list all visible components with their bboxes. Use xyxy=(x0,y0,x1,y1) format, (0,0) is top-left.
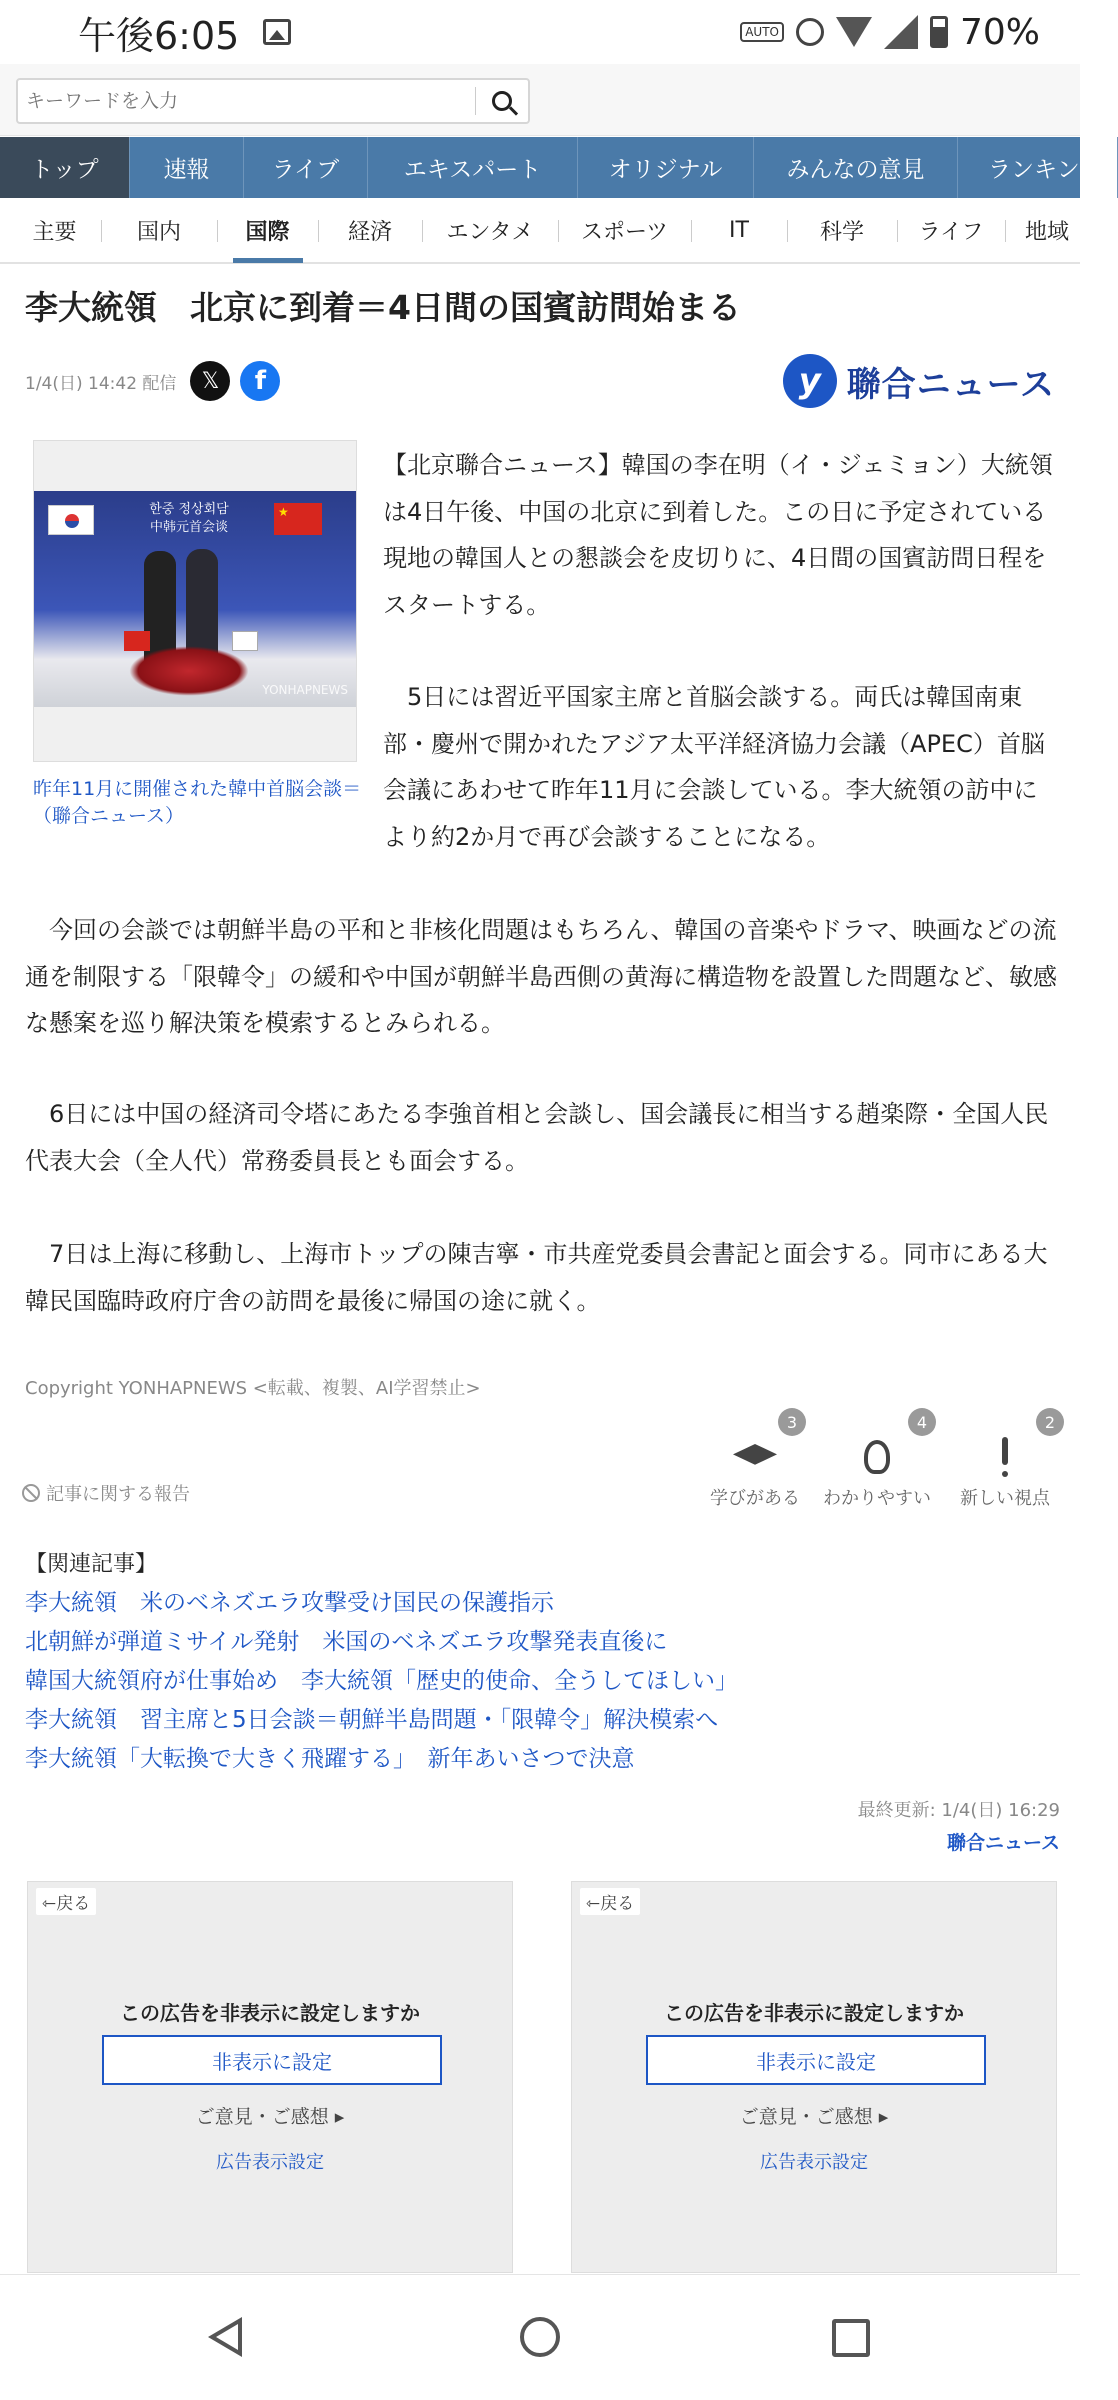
reaction-count: 3 xyxy=(778,1408,806,1436)
reaction-label: 学びがある xyxy=(710,1488,800,1509)
report-label: 記事に関する報告 xyxy=(46,1484,190,1505)
related-articles-title: 【関連記事】 xyxy=(25,1552,158,1577)
updated-source-link[interactable]: 聯合ニュース xyxy=(946,1832,1060,1854)
person-figure xyxy=(186,549,218,661)
photo-banner xyxy=(104,501,274,537)
tab-it[interactable]: IT xyxy=(691,197,787,263)
tab-international[interactable]: 国際 xyxy=(217,197,318,263)
last-updated: 最終更新: 1/4(日) 16:29 xyxy=(857,1800,1060,1821)
tab-sports[interactable]: スポーツ xyxy=(558,197,691,263)
reaction-count: 2 xyxy=(1036,1408,1064,1436)
battery-percent: 70% xyxy=(959,11,1040,53)
photo-banner-korean: 한중 정상회담 xyxy=(149,502,229,517)
ad-hide-button[interactable]: 非表示に設定 xyxy=(646,2035,986,2085)
nav-original[interactable]: オリジナル xyxy=(578,137,754,198)
ad-panel xyxy=(27,1881,513,2273)
related-article-link[interactable]: 北朝鮮が弾道ミサイル発射 米国のベネズエラ攻撃発表直後に xyxy=(25,1629,668,1655)
tab-main[interactable]: 主要 xyxy=(32,219,77,245)
main-nav xyxy=(0,137,1103,198)
nav-live[interactable]: ライブ xyxy=(244,137,368,198)
search-input[interactable] xyxy=(18,80,475,122)
yonhap-logo-icon: y xyxy=(783,354,837,408)
tab-entertainment[interactable]: エンタメ xyxy=(422,197,558,263)
publisher-name: 聯合ニュース xyxy=(846,364,1055,405)
ad-panel xyxy=(571,1881,1057,2273)
status-time: 午後6:05 xyxy=(78,13,240,58)
related-articles-list xyxy=(25,1584,1065,1779)
exclamation-icon xyxy=(940,1432,1070,1482)
image-notification-icon xyxy=(263,19,291,45)
related-article-link[interactable]: 李大統領 習主席と5日会談＝朝鮮半島問題・「限韓令」解決模索へ xyxy=(25,1707,719,1733)
status-bar xyxy=(0,0,1080,64)
ad-feedback-link[interactable]: ご意見・ご感想 ▸ xyxy=(195,2106,345,2128)
article-meta xyxy=(25,355,1055,407)
report-icon xyxy=(22,1484,40,1502)
article-paragraph: 5日には習近平国家主席と首脳会談する。両氏は韓国南東部・慶州で開かれたアジア太平洋経済協力会議（APEC）首脳会議にあわせて昨年11月に会談している。李大統領の訪中により約2か月で再び会談することになる。 xyxy=(383,683,1045,851)
search-box xyxy=(16,78,530,124)
auto-brightness-icon: AUTO xyxy=(740,22,784,42)
reaction-learn-button[interactable] xyxy=(690,1402,820,1510)
korean-flag-icon xyxy=(48,505,94,535)
summit-photo xyxy=(34,491,356,707)
reaction-newview-button[interactable] xyxy=(940,1402,1070,1510)
ad-back-button[interactable]: ⇽戻る xyxy=(580,1888,640,1915)
article-paragraph: 7日は上海に移動し、上海市トップの陳吉寧・市共産党委員会書記と面会する。同市にある大韓民国臨時政府庁舎の訪問を最後に帰国の途に就く。 xyxy=(25,1240,1048,1315)
nav-top[interactable]: トップ xyxy=(0,137,130,198)
facebook-share-icon[interactable]: f xyxy=(240,361,280,401)
related-article-link[interactable]: 韓国大統領府が仕事始め 李大統領「歴史的使命、全うしてほしい」 xyxy=(25,1668,738,1694)
ad-settings-link[interactable]: 広告表示設定 xyxy=(760,2152,868,2173)
article-headline: 李大統領 北京に到着＝4日間の国賓訪問始まる xyxy=(25,288,741,327)
ad-hide-button[interactable]: 非表示に設定 xyxy=(102,2035,442,2085)
tab-science[interactable]: 科学 xyxy=(787,197,897,263)
copyright-notice: Copyright YONHAPNEWS <転載、複製、AI学習禁止> xyxy=(25,1378,481,1399)
alarm-icon xyxy=(796,18,824,46)
related-article-link[interactable]: 李大統領「大転換で大きく飛躍する」 新年あいさつで決意 xyxy=(25,1746,635,1772)
nav-ranking[interactable]: ランキング xyxy=(958,137,1118,198)
category-nav xyxy=(0,198,1080,264)
tab-domestic[interactable]: 国内 xyxy=(101,197,217,263)
ad-settings-link[interactable]: 広告表示設定 xyxy=(216,2152,324,2173)
back-icon[interactable] xyxy=(208,2317,242,2357)
publisher-logo[interactable] xyxy=(783,354,1055,408)
nav-breaking[interactable]: 速報 xyxy=(130,137,244,198)
chinese-flag-icon xyxy=(274,503,322,535)
photo-caption[interactable]: 昨年11月に開催された韓中首脳会談＝（聯合ニュース） xyxy=(33,778,362,827)
report-link[interactable] xyxy=(22,1480,190,1506)
reaction-label: わかりやすい xyxy=(823,1488,931,1509)
publish-date: 1/4(日) 14:42 配信 xyxy=(25,373,177,394)
flower-arrangement xyxy=(129,646,249,696)
article-paragraph: 6日には中国の経済司令塔にあたる李強首相と会談し、国会議長に相当する趙楽際・全国人民代表大会（全人代）常務委員長とも面会する。 xyxy=(25,1100,1049,1175)
ad-hide-question: この広告を非表示に設定しますか xyxy=(120,2001,420,2025)
photo-watermark: YONHAPNEWS xyxy=(262,683,348,697)
search-icon xyxy=(492,91,512,111)
tab-region[interactable]: 地域 xyxy=(1005,197,1089,263)
recent-apps-icon[interactable] xyxy=(832,2319,870,2357)
reaction-count: 4 xyxy=(908,1408,936,1436)
battery-icon xyxy=(930,16,948,48)
search-bar xyxy=(0,64,1080,136)
wifi-icon xyxy=(836,17,872,47)
signal-icon xyxy=(884,15,918,49)
system-nav-bar xyxy=(0,2274,1080,2400)
home-icon[interactable] xyxy=(520,2317,560,2357)
x-share-icon[interactable]: 𝕏 xyxy=(190,361,230,401)
reaction-buttons xyxy=(690,1402,1070,1512)
tab-economy[interactable]: 経済 xyxy=(318,197,422,263)
reaction-clear-button[interactable] xyxy=(812,1402,942,1510)
ad-feedback-link[interactable]: ご意見・ご感想 ▸ xyxy=(739,2106,889,2128)
search-button[interactable] xyxy=(476,80,528,122)
ad-hide-question: この広告を非表示に設定しますか xyxy=(664,2001,964,2025)
status-icons xyxy=(740,12,1040,53)
article-paragraph: 【北京聯合ニュース】韓国の李在明（イ・ジェミョン）大統領は4日午後、中国の北京に到着した。この日に予定されている現地の韓国人との懇談会を皮切りに、4日間の国賓訪問日程をスタートする。 xyxy=(383,451,1053,619)
ad-back-button[interactable]: ⇽戻る xyxy=(36,1888,96,1915)
nav-expert[interactable]: エキスパート xyxy=(368,137,578,198)
lightbulb-icon xyxy=(812,1432,942,1482)
article-paragraph: 今回の会談では朝鮮半島の平和と非核化問題はもちろん、韓国の音楽やドラマ、映画などの流通を制限する「限韓令」の緩和や中国が朝鮮半島西側の黄海に構造物を設置した問題など、敏感な懸案を巡り解決策を模索するとみられる。 xyxy=(25,916,1057,1037)
article-photo[interactable] xyxy=(33,440,357,762)
related-article-link[interactable]: 李大統領 米のベネズエラ攻撃受け国民の保護指示 xyxy=(25,1590,554,1616)
tab-life[interactable]: ライフ xyxy=(897,197,1005,263)
photo-banner-chinese: 中韩元首会谈 xyxy=(149,520,228,535)
nav-opinions[interactable]: みんなの意見 xyxy=(754,137,958,198)
reaction-label: 新しい視点 xyxy=(960,1488,1050,1509)
graduation-cap-icon xyxy=(690,1432,820,1482)
